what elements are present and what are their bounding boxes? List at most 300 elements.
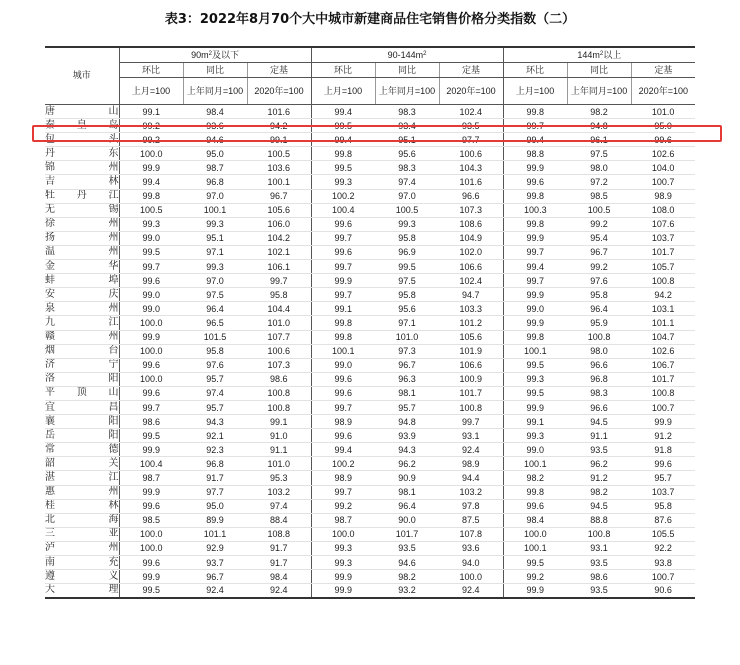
table-row — [45, 443, 695, 457]
sub-header: 环比 — [311, 63, 375, 78]
index-value: 99.9 — [311, 570, 375, 584]
table-row — [45, 527, 695, 541]
index-value: 99.8 — [311, 316, 375, 330]
base-header: 上年同月=100 — [183, 78, 247, 105]
index-value: 98.7 — [119, 471, 183, 485]
index-value: 100.0 — [119, 147, 183, 161]
index-value: 99.4 — [503, 133, 567, 147]
index-value: 97.5 — [183, 288, 247, 302]
table-row — [45, 189, 695, 203]
index-value: 99.8 — [503, 105, 567, 119]
city-name: 吉林 — [45, 175, 119, 189]
index-value: 95.7 — [375, 400, 439, 414]
index-value: 96.2 — [567, 457, 631, 471]
index-value: 96.8 — [183, 175, 247, 189]
index-value: 95.3 — [247, 471, 311, 485]
index-value: 89.9 — [183, 513, 247, 527]
index-value: 96.9 — [375, 245, 439, 259]
index-value: 98.0 — [567, 161, 631, 175]
index-value: 98.1 — [375, 485, 439, 499]
index-value: 103.2 — [439, 485, 503, 499]
index-value: 99.5 — [503, 358, 567, 372]
index-value: 98.1 — [375, 386, 439, 400]
city-name: 韶关 — [45, 457, 119, 471]
index-value: 99.6 — [503, 175, 567, 189]
index-value: 99.8 — [503, 217, 567, 231]
index-value: 96.4 — [567, 302, 631, 316]
city-name: 扬州 — [45, 231, 119, 245]
index-value: 99.5 — [119, 429, 183, 443]
index-value: 98.5 — [119, 513, 183, 527]
index-value: 99.3 — [311, 541, 375, 555]
table-row — [45, 260, 695, 274]
index-value: 99.8 — [119, 189, 183, 203]
index-value: 99.9 — [119, 443, 183, 457]
index-value: 93.5 — [375, 541, 439, 555]
index-value: 100.1 — [503, 344, 567, 358]
index-value: 103.3 — [439, 302, 503, 316]
index-value: 99.7 — [503, 274, 567, 288]
index-value: 98.4 — [247, 570, 311, 584]
index-value: 96.8 — [567, 372, 631, 386]
index-value: 99.6 — [311, 372, 375, 386]
table-row — [45, 274, 695, 288]
index-value: 99.6 — [631, 457, 695, 471]
city-name: 赣州 — [45, 330, 119, 344]
index-value: 99.6 — [119, 358, 183, 372]
table-title: 表3：2022年8月70个大中城市新建商品住宅销售价格分类指数（二） — [164, 12, 576, 27]
table-row — [45, 231, 695, 245]
index-value: 97.2 — [567, 175, 631, 189]
table-row — [45, 105, 695, 119]
index-value: 100.8 — [567, 330, 631, 344]
city-name: 徐州 — [45, 217, 119, 231]
index-value: 100.8 — [247, 386, 311, 400]
index-value: 99.3 — [183, 260, 247, 274]
index-value: 99.0 — [503, 302, 567, 316]
base-header: 上年同月=100 — [375, 78, 439, 105]
index-value: 97.0 — [183, 189, 247, 203]
index-value: 93.2 — [375, 584, 439, 598]
index-value: 99.2 — [567, 217, 631, 231]
index-value: 90.0 — [375, 513, 439, 527]
index-value: 97.5 — [567, 147, 631, 161]
index-value: 95.9 — [567, 316, 631, 330]
sub-header: 环比 — [503, 63, 567, 78]
index-value: 104.0 — [631, 161, 695, 175]
sub-header: 定基 — [247, 63, 311, 78]
index-value: 104.2 — [247, 231, 311, 245]
index-value: 101.7 — [375, 527, 439, 541]
index-value: 93.5 — [567, 443, 631, 457]
table-row — [45, 358, 695, 372]
index-value: 99.9 — [503, 400, 567, 414]
city-name: 泸州 — [45, 541, 119, 555]
index-value: 96.5 — [183, 316, 247, 330]
index-value: 107.3 — [247, 358, 311, 372]
index-value: 101.7 — [631, 245, 695, 259]
index-value: 101.0 — [247, 316, 311, 330]
index-value: 99.5 — [375, 260, 439, 274]
index-value: 100.5 — [567, 203, 631, 217]
index-value: 104.9 — [439, 231, 503, 245]
index-value: 96.3 — [375, 372, 439, 386]
table-row — [45, 541, 695, 555]
city-name: 锦州 — [45, 161, 119, 175]
index-value: 99.0 — [119, 288, 183, 302]
index-value: 98.3 — [567, 386, 631, 400]
index-value: 100.8 — [439, 400, 503, 414]
table-row — [45, 556, 695, 570]
index-value: 87.5 — [439, 513, 503, 527]
sub-header: 同比 — [567, 63, 631, 78]
index-value: 99.4 — [311, 105, 375, 119]
index-value: 100.7 — [631, 400, 695, 414]
index-value: 95.8 — [247, 288, 311, 302]
index-value: 92.1 — [183, 429, 247, 443]
index-value: 99.3 — [503, 372, 567, 386]
index-value: 107.8 — [439, 527, 503, 541]
city-name: 包头 — [45, 133, 119, 147]
index-value: 99.8 — [311, 147, 375, 161]
sub-header: 定基 — [439, 63, 503, 78]
index-value: 97.3 — [375, 344, 439, 358]
city-name: 秦皇岛 — [45, 119, 119, 133]
table-row — [45, 147, 695, 161]
table-row — [45, 330, 695, 344]
index-value: 99.3 — [183, 217, 247, 231]
index-value: 99.9 — [119, 330, 183, 344]
index-value: 100.2 — [311, 457, 375, 471]
index-value: 99.6 — [119, 499, 183, 513]
index-value: 100.1 — [183, 203, 247, 217]
index-value: 98.6 — [247, 372, 311, 386]
index-value: 100.4 — [119, 457, 183, 471]
index-value: 97.1 — [375, 316, 439, 330]
index-value: 96.1 — [567, 133, 631, 147]
index-value: 100.0 — [119, 316, 183, 330]
index-value: 99.4 — [119, 175, 183, 189]
index-value: 99.2 — [567, 260, 631, 274]
index-value: 99.2 — [119, 119, 183, 133]
index-value: 98.2 — [375, 570, 439, 584]
city-name: 平顶山 — [45, 386, 119, 400]
index-value: 93.4 — [375, 119, 439, 133]
base-header: 上月=100 — [503, 78, 567, 105]
city-name: 金华 — [45, 260, 119, 274]
index-value: 99.6 — [311, 386, 375, 400]
index-value: 98.6 — [119, 415, 183, 429]
index-value: 99.6 — [631, 133, 695, 147]
index-value: 99.5 — [503, 386, 567, 400]
city-name: 济宁 — [45, 358, 119, 372]
index-value: 87.6 — [631, 513, 695, 527]
index-value: 98.9 — [631, 189, 695, 203]
index-value: 99.6 — [119, 386, 183, 400]
index-value: 96.2 — [375, 457, 439, 471]
index-value: 99.7 — [311, 288, 375, 302]
index-value: 90.9 — [375, 471, 439, 485]
index-value: 103.7 — [631, 485, 695, 499]
table-row — [45, 217, 695, 231]
index-value: 99.6 — [119, 556, 183, 570]
index-value: 97.0 — [183, 274, 247, 288]
index-value: 94.5 — [567, 499, 631, 513]
index-value: 94.8 — [567, 119, 631, 133]
table-row — [45, 344, 695, 358]
sub-header: 环比 — [119, 63, 183, 78]
index-value: 99.8 — [503, 189, 567, 203]
city-name: 无锡 — [45, 203, 119, 217]
index-value: 102.4 — [439, 274, 503, 288]
index-value: 99.6 — [503, 499, 567, 513]
index-value: 94.2 — [631, 288, 695, 302]
index-value: 91.2 — [631, 429, 695, 443]
city-name: 北海 — [45, 513, 119, 527]
base-header: 2020年=100 — [439, 78, 503, 105]
index-value: 100.0 — [119, 344, 183, 358]
group-header-small: $90m^2$及以下 — [119, 47, 311, 63]
index-value: 97.6 — [183, 358, 247, 372]
index-value: 91.8 — [631, 443, 695, 457]
index-value: 103.7 — [631, 231, 695, 245]
index-value: 98.2 — [503, 471, 567, 485]
index-value: 96.7 — [375, 358, 439, 372]
index-value: 102.1 — [247, 245, 311, 259]
index-value: 91.7 — [183, 471, 247, 485]
table-row — [45, 485, 695, 499]
table-row — [45, 584, 695, 598]
city-name: 泉州 — [45, 302, 119, 316]
index-value: 97.4 — [375, 175, 439, 189]
index-value: 95.7 — [183, 372, 247, 386]
city-name: 惠州 — [45, 485, 119, 499]
index-value: 91.2 — [567, 471, 631, 485]
index-value: 95.8 — [375, 231, 439, 245]
index-value: 95.0 — [183, 499, 247, 513]
index-value: 99.8 — [503, 330, 567, 344]
index-value: 94.7 — [439, 288, 503, 302]
index-value: 88.4 — [247, 513, 311, 527]
index-value: 97.7 — [183, 485, 247, 499]
table-row — [45, 400, 695, 414]
index-value: 99.7 — [503, 119, 567, 133]
index-value: 103.2 — [247, 485, 311, 499]
index-value: 99.2 — [311, 499, 375, 513]
index-value: 94.6 — [183, 133, 247, 147]
table-row — [45, 133, 695, 147]
index-value: 99.7 — [439, 415, 503, 429]
index-value: 100.6 — [439, 147, 503, 161]
index-value: 100.9 — [439, 372, 503, 386]
index-value: 98.4 — [503, 513, 567, 527]
index-value: 93.9 — [375, 429, 439, 443]
index-value: 99.4 — [503, 260, 567, 274]
index-value: 99.7 — [247, 274, 311, 288]
index-value: 96.6 — [439, 189, 503, 203]
index-value: 99.9 — [503, 161, 567, 175]
index-value: 94.2 — [247, 119, 311, 133]
city-name: 南充 — [45, 556, 119, 570]
index-value: 98.3 — [375, 105, 439, 119]
index-value: 100.8 — [631, 386, 695, 400]
index-value: 95.0 — [183, 147, 247, 161]
city-name: 常德 — [45, 443, 119, 457]
index-value: 98.9 — [439, 457, 503, 471]
table-row — [45, 415, 695, 429]
index-value: 94.8 — [375, 415, 439, 429]
index-value: 100.1 — [247, 175, 311, 189]
index-value: 100.0 — [119, 541, 183, 555]
index-value: 92.4 — [183, 584, 247, 598]
index-value: 99.1 — [247, 133, 311, 147]
index-value: 99.2 — [503, 570, 567, 584]
index-value: 95.4 — [567, 231, 631, 245]
base-header: 上月=100 — [119, 78, 183, 105]
city-name: 温州 — [45, 245, 119, 259]
index-value: 97.4 — [247, 499, 311, 513]
index-value: 92.4 — [439, 584, 503, 598]
index-value: 98.2 — [567, 485, 631, 499]
table-row — [45, 203, 695, 217]
index-value: 93.5 — [567, 584, 631, 598]
index-value: 99.5 — [311, 119, 375, 133]
index-value: 94.6 — [375, 556, 439, 570]
base-header: 上月=100 — [311, 78, 375, 105]
index-value: 95.8 — [375, 288, 439, 302]
index-value: 98.0 — [567, 344, 631, 358]
price-index-table — [45, 46, 695, 599]
base-header: 2020年=100 — [247, 78, 311, 105]
index-value: 95.8 — [183, 344, 247, 358]
index-value: 99.7 — [311, 260, 375, 274]
city-name: 大理 — [45, 584, 119, 598]
index-value: 101.0 — [247, 457, 311, 471]
sub-header: 同比 — [183, 63, 247, 78]
index-value: 99.3 — [503, 429, 567, 443]
index-value: 93.6 — [183, 119, 247, 133]
index-value: 100.2 — [311, 189, 375, 203]
index-value: 105.6 — [439, 330, 503, 344]
index-value: 100.5 — [375, 203, 439, 217]
city-name: 唐山 — [45, 105, 119, 119]
table-row — [45, 386, 695, 400]
index-value: 96.4 — [375, 499, 439, 513]
index-value: 100.1 — [503, 457, 567, 471]
index-value: 94.3 — [183, 415, 247, 429]
index-value: 94.5 — [567, 415, 631, 429]
index-value: 92.3 — [183, 443, 247, 457]
index-value: 99.9 — [503, 288, 567, 302]
table-row — [45, 513, 695, 527]
table-row — [45, 245, 695, 259]
index-value: 100.0 — [503, 527, 567, 541]
index-value: 93.5 — [439, 119, 503, 133]
index-value: 91.7 — [247, 556, 311, 570]
index-value: 98.9 — [311, 471, 375, 485]
index-value: 99.6 — [119, 274, 183, 288]
index-value: 96.7 — [183, 570, 247, 584]
index-value: 99.0 — [311, 358, 375, 372]
index-value: 100.0 — [119, 527, 183, 541]
table-row — [45, 372, 695, 386]
index-value: 99.7 — [311, 231, 375, 245]
index-value: 95.7 — [183, 400, 247, 414]
index-value: 99.3 — [375, 217, 439, 231]
city-name: 遵义 — [45, 570, 119, 584]
index-value: 99.7 — [119, 260, 183, 274]
index-value: 99.5 — [119, 245, 183, 259]
index-value: 101.1 — [183, 527, 247, 541]
city-name: 宜昌 — [45, 400, 119, 414]
index-value: 99.5 — [311, 161, 375, 175]
index-value: 107.3 — [439, 203, 503, 217]
index-value: 103.1 — [631, 302, 695, 316]
index-value: 96.7 — [567, 245, 631, 259]
index-value: 99.3 — [311, 175, 375, 189]
index-value: 106.1 — [247, 260, 311, 274]
base-header: 2020年=100 — [631, 78, 695, 105]
city-name: 牡丹江 — [45, 189, 119, 203]
group-header-large: $144m^2$以上 — [503, 47, 695, 63]
city-name: 桂林 — [45, 499, 119, 513]
index-value: 93.7 — [183, 556, 247, 570]
index-value: 95.1 — [183, 231, 247, 245]
index-value: 93.8 — [631, 556, 695, 570]
index-value: 99.6 — [311, 245, 375, 259]
index-value: 101.5 — [183, 330, 247, 344]
index-value: 100.4 — [311, 203, 375, 217]
index-value: 99.5 — [119, 584, 183, 598]
index-value: 92.4 — [247, 584, 311, 598]
index-value: 99.7 — [119, 400, 183, 414]
index-value: 99.9 — [119, 570, 183, 584]
index-value: 95.6 — [375, 302, 439, 316]
index-value: 108.8 — [247, 527, 311, 541]
index-value: 106.0 — [247, 217, 311, 231]
city-name: 湛江 — [45, 471, 119, 485]
index-value: 105.7 — [631, 260, 695, 274]
index-value: 92.4 — [439, 443, 503, 457]
index-value: 93.5 — [567, 556, 631, 570]
index-value: 99.1 — [503, 415, 567, 429]
index-value: 96.7 — [247, 189, 311, 203]
index-value: 106.7 — [631, 358, 695, 372]
index-value: 96.6 — [567, 358, 631, 372]
index-value: 101.9 — [439, 344, 503, 358]
table-row — [45, 457, 695, 471]
index-value: 100.0 — [119, 372, 183, 386]
index-value: 98.5 — [567, 189, 631, 203]
index-value: 101.7 — [631, 372, 695, 386]
group-header-medium: $90-144m^2$ — [311, 47, 503, 63]
index-value: 99.9 — [119, 485, 183, 499]
table-row — [45, 288, 695, 302]
table-row — [45, 429, 695, 443]
index-value: 98.7 — [183, 161, 247, 175]
index-value: 100.1 — [503, 541, 567, 555]
index-value: 99.1 — [247, 415, 311, 429]
index-value: 92.2 — [631, 541, 695, 555]
index-value: 101.0 — [631, 105, 695, 119]
city-name: 烟台 — [45, 344, 119, 358]
index-value: 99.9 — [503, 584, 567, 598]
index-value: 99.0 — [503, 443, 567, 457]
index-value: 92.9 — [183, 541, 247, 555]
city-name: 丹东 — [45, 147, 119, 161]
index-value: 99.9 — [119, 161, 183, 175]
table-row — [45, 175, 695, 189]
